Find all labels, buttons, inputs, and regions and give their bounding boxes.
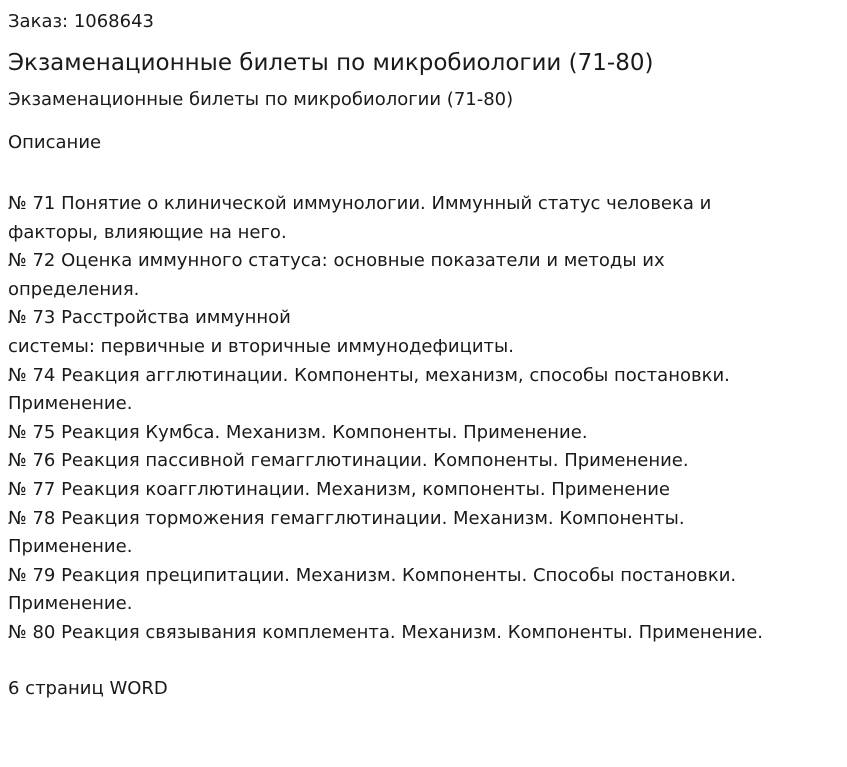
description-body [8, 190, 838, 648]
description-line: № 77 Реакция коагглютинации. Механизм, компоненты. Применение [8, 478, 671, 500]
description-line: № 79 Реакция преципитации. Механизм. Компоненты. Способы постановки. [8, 564, 737, 586]
page-subtitle: Экзаменационные билеты по микробиологии (71-80) [8, 89, 514, 110]
description-line: № 75 Реакция Кумбса. Механизм. Компоненты. Применение. [8, 421, 588, 443]
description-line: Применение. [8, 393, 133, 415]
description-line: № 76 Реакция пассивной гемагглютинации. Компоненты. Применение. [8, 450, 689, 472]
description-line: Применение. [8, 536, 133, 558]
description-heading: Описание [8, 132, 102, 153]
page-count: 6 страниц WORD [8, 678, 168, 699]
order-number: Заказ: 1068643 [8, 11, 154, 32]
description-line: определения. [8, 278, 140, 300]
page-title: Экзаменационные билеты по микробиологии (71-80) [8, 50, 654, 76]
description-line: № 74 Реакция агглютинации. Компоненты, механизм, способы постановки. [8, 364, 730, 386]
description-line: № 73 Расстройства иммунной [8, 307, 291, 329]
description-line: Применение. [8, 593, 133, 615]
description-line: № 71 Понятие о клинической иммунологии. Иммунный статус человека и [8, 193, 712, 214]
description-line: № 72 Оценка иммунного статуса: основные показатели и методы их [8, 250, 665, 272]
description-line: № 78 Реакция торможения гемагглютинации. Механизм. Компоненты. [8, 507, 685, 529]
description-line: № 80 Реакция связывания комплемента. Механизм. Компоненты. Применение. [8, 621, 764, 643]
description-line: системы: первичные и вторичные иммунодефициты. [8, 335, 514, 357]
description-line: факторы, влияющие на него. [8, 221, 287, 243]
